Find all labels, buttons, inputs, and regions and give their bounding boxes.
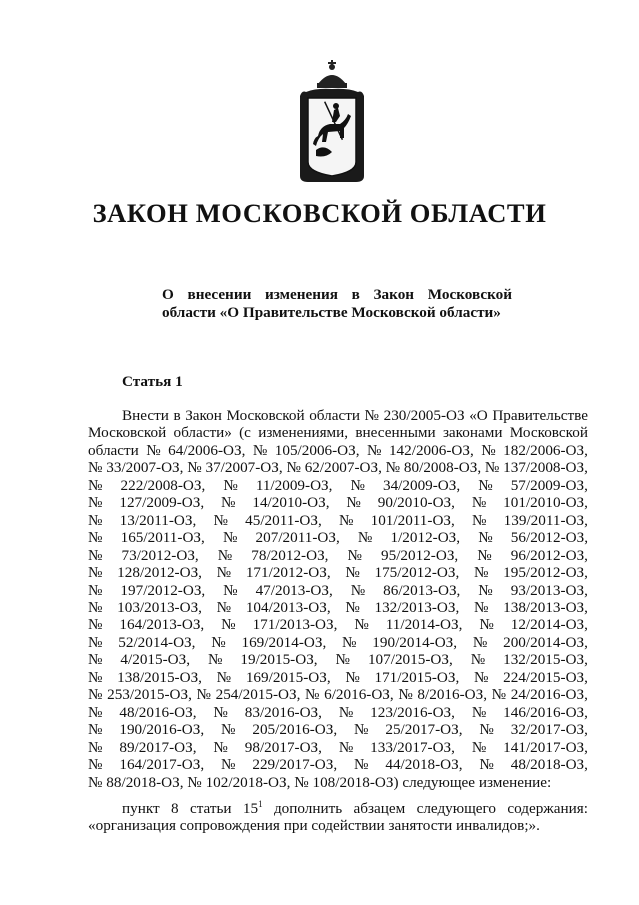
paragraph-line: № 73/2012-ОЗ, № 78/2012-ОЗ, № 95/2012-ОЗ, № 96/2012-ОЗ, — [88, 546, 588, 564]
paragraph-line: № 52/2014-ОЗ, № 169/2014-ОЗ, № 190/2014-ОЗ, № 200/2014-ОЗ, — [88, 633, 588, 651]
paragraph-line: № 13/2011-ОЗ, № 45/2011-ОЗ, № 101/2011-ОЗ, № 139/2011-ОЗ, — [88, 511, 588, 529]
paragraph-line: № 89/2017-ОЗ, № 98/2017-ОЗ, № 133/2017-ОЗ, № 141/2017-ОЗ, — [88, 738, 588, 756]
paragraph-line: № 103/2013-ОЗ, № 104/2013-ОЗ, № 132/2013-ОЗ, № 138/2013-ОЗ, — [88, 598, 588, 616]
paragraph-line: Внести в Закон Московской области № 230/2005-ОЗ «О Правительстве — [122, 407, 588, 424]
paragraph-line: области № 64/2006-ОЗ, № 105/2006-ОЗ, № 142/2006-ОЗ, № 182/2006-ОЗ, — [88, 441, 588, 459]
paragraph-line: № 253/2015-ОЗ, № 254/2015-ОЗ, № 6/2016-ОЗ, № 8/2016-ОЗ, № 24/2016-ОЗ, — [88, 686, 588, 704]
subtitle-line-2: области «О Правительстве Московской области» — [162, 304, 501, 321]
paragraph-line: № 190/2016-ОЗ, № 205/2016-ОЗ, № 25/2017-ОЗ, № 32/2017-ОЗ, — [88, 721, 588, 739]
subtitle-line-1: О внесении изменения в Закон Московской — [162, 286, 512, 303]
paragraph-line: № 197/2012-ОЗ, № 47/2013-ОЗ, № 86/2013-ОЗ, № 93/2013-ОЗ, — [88, 581, 588, 599]
paragraph-line: Московской области» (с изменениями, внесенными законами Московской — [88, 424, 588, 442]
paragraph-line: № 127/2009-ОЗ, № 14/2010-ОЗ, № 90/2010-ОЗ, № 101/2010-ОЗ, — [88, 494, 588, 512]
coat-of-arms-emblem — [288, 58, 376, 184]
paragraph-line: № 48/2016-ОЗ, № 83/2016-ОЗ, № 123/2016-ОЗ, № 146/2016-ОЗ, — [88, 703, 588, 721]
insertion-paragraph — [88, 800, 588, 835]
paragraph-line: № 164/2013-ОЗ, № 171/2013-ОЗ, № 11/2014-ОЗ, № 12/2014-ОЗ, — [88, 616, 588, 634]
article-superscript: 1 — [258, 798, 263, 809]
article-paragraph — [88, 407, 588, 791]
crown-icon — [317, 60, 347, 88]
document-title: ЗАКОН МОСКОВСКОЙ ОБЛАСТИ — [92, 198, 547, 228]
document-subtitle — [162, 286, 512, 322]
insertion-line-1: пункт 8 статьи $15^1$ дополнить абзацем следующего содержания: — [122, 798, 588, 817]
paragraph-line: № 138/2015-ОЗ, № 169/2015-ОЗ, № 171/2015-ОЗ, № 224/2015-ОЗ, — [88, 668, 588, 686]
paragraph-line: № 128/2012-ОЗ, № 171/2012-ОЗ, № 175/2012-ОЗ, № 195/2012-ОЗ, — [88, 564, 588, 582]
paragraph-line: № 164/2017-ОЗ, № 229/2017-ОЗ, № 44/2018-ОЗ, № 48/2018-ОЗ, — [88, 756, 588, 774]
paragraph-line: № 165/2011-ОЗ, № 207/2011-ОЗ, № 1/2012-ОЗ, № 56/2012-ОЗ, — [88, 529, 588, 547]
article-heading: Статья 1 — [122, 373, 183, 390]
paragraph-line: № 33/2007-ОЗ, № 37/2007-ОЗ, № 62/2007-ОЗ, № 80/2008-ОЗ, № 137/2008-ОЗ, — [88, 459, 588, 477]
paragraph-line: № 4/2015-ОЗ, № 19/2015-ОЗ, № 107/2015-ОЗ, № 132/2015-ОЗ, — [88, 651, 588, 669]
insertion-line-2: «организация сопровождения при содействии занятости инвалидов;». — [88, 817, 540, 835]
paragraph-line: № 222/2008-ОЗ, № 11/2009-ОЗ, № 34/2009-ОЗ, № 57/2009-ОЗ, — [88, 476, 588, 494]
paragraph-line: № 88/2018-ОЗ, № 102/2018-ОЗ, № 108/2018-ОЗ) следующее изменение: — [88, 773, 552, 791]
